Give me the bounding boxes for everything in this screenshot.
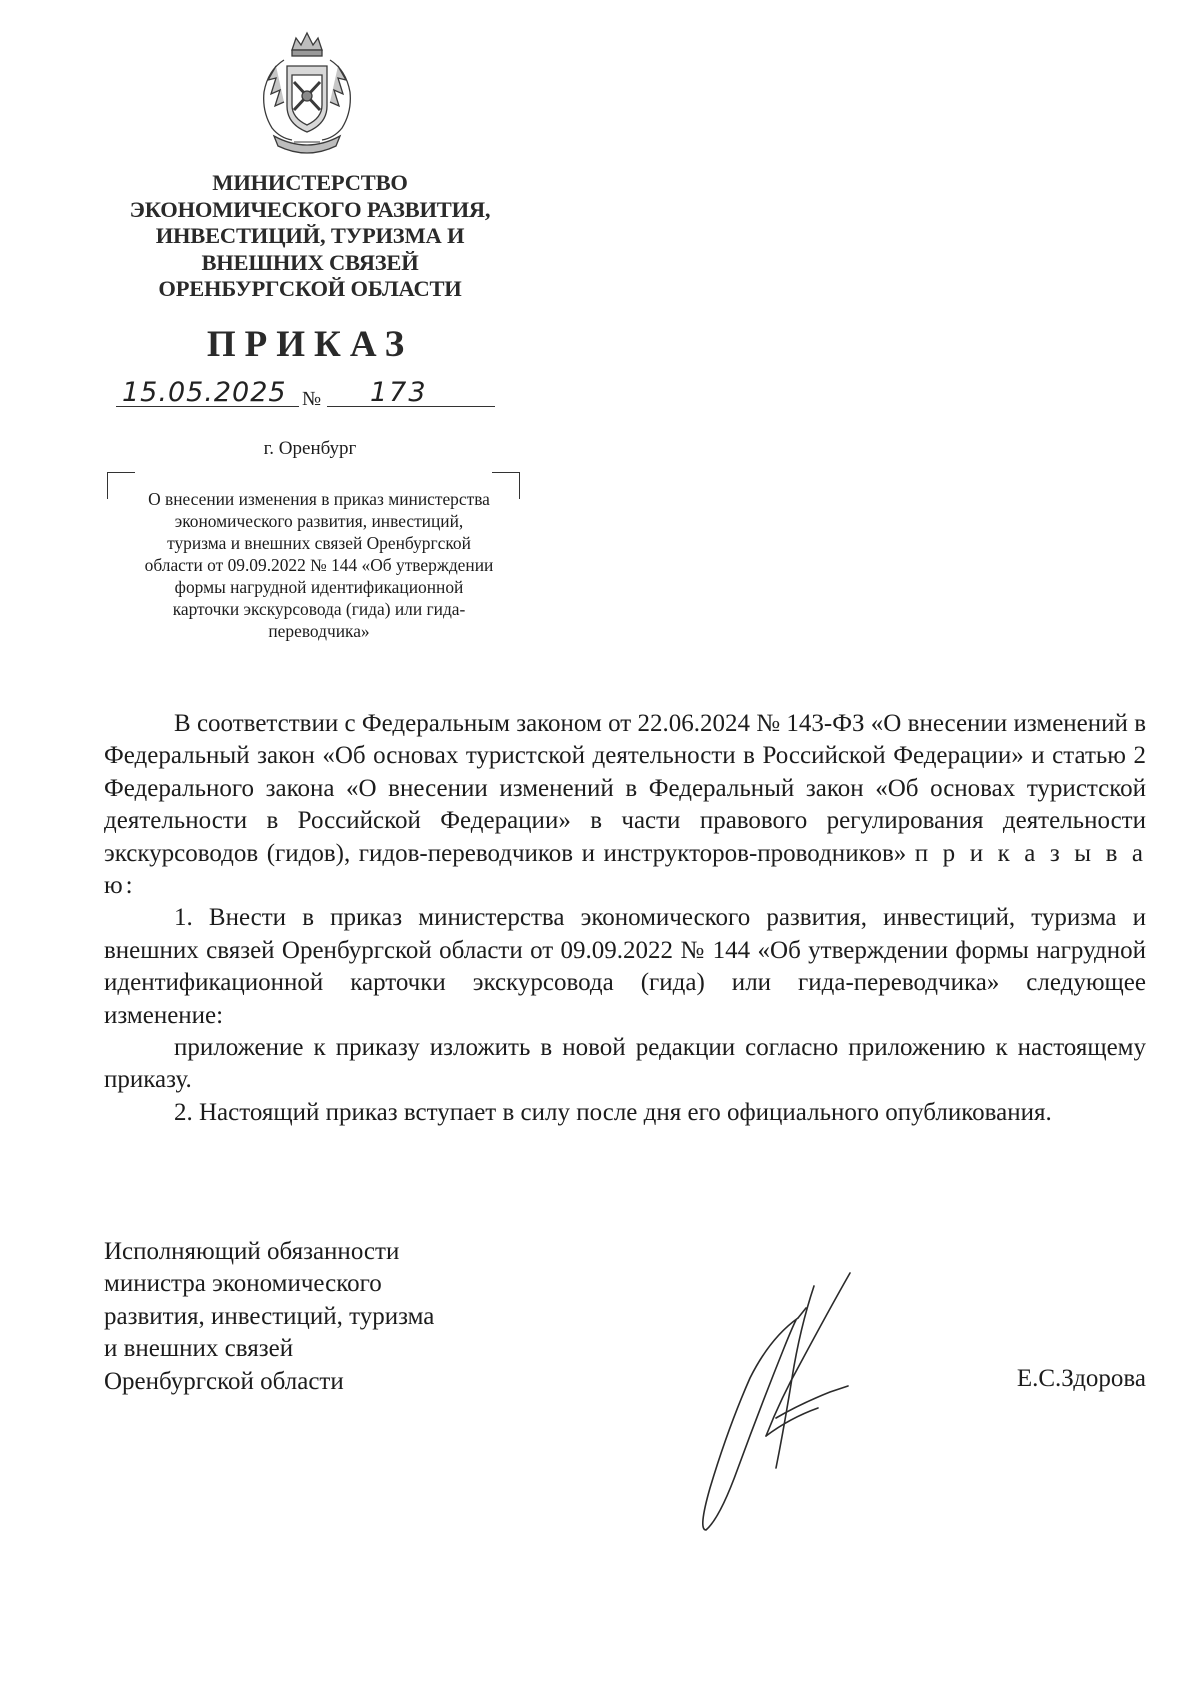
ministry-line: ИНВЕСТИЦИЙ, ТУРИЗМА И [155, 223, 465, 248]
order-verb: п р и к а з ы в а ю: [104, 839, 1146, 900]
preamble-text: В соответствии с Федеральным законом от 22.06.2024 № 143-ФЗ «О внесении изменений в Федеральный закон «Об основах туристской деятельности в Российской Федерации» и статью 2 Федерального закона «О внесении изменений в Федеральный закон «Об основах туристской деятельности в Российской Федерации» в части правового регулирования деятельности экскурсоводов (гидов), гидов-переводчиков и инструкторов-проводников» [104, 710, 1146, 867]
city: г. Оренбург [263, 438, 357, 459]
order-body [104, 708, 1146, 1129]
subject-line: формы нагрудной идентификационной [174, 577, 464, 597]
order-subject [112, 488, 526, 642]
position-line: и внешних связей [104, 1335, 294, 1363]
subject-line: переводчика» [268, 621, 370, 641]
item-2: 2. Настоящий приказ вступает в силу после дня его официального опубликования. [174, 1098, 1052, 1126]
subject-line: О внесении изменения в приказ министерства [148, 489, 490, 509]
ministry-line: ОРЕНБУРГСКОЙ ОБЛАСТИ [158, 276, 462, 301]
preamble-paragraph [104, 708, 1146, 902]
document-type-title: ПРИКАЗ [206, 324, 414, 365]
ministry-line: ВНЕШНИХ СВЯЗЕЙ [201, 249, 419, 275]
ministry-line: ЭКОНОМИЧЕСКОГО РАЗВИТИЯ, [129, 196, 491, 222]
order-number: 173 [370, 377, 428, 408]
number-sign: № [302, 388, 322, 410]
ministry-name [96, 170, 524, 303]
number-underline [327, 406, 495, 407]
signatory-position [104, 1236, 564, 1398]
position-line: развития, инвестиций, туризма [104, 1302, 435, 1330]
coat-of-arms-icon [254, 30, 360, 156]
signer-name: Е.С.Здорова [1016, 1365, 1146, 1392]
subject-line: карточки экскурсовода (гида) или гида- [172, 599, 466, 619]
order-date: 15.05.2025 [122, 377, 287, 408]
subject-line: туризма и внешних связей Оренбургской [167, 533, 471, 553]
date-underline [116, 406, 299, 407]
position-line: Оренбургской области [104, 1367, 344, 1395]
ministry-line: МИНИСТЕРСТВО [212, 170, 408, 195]
position-line: министра экономического [104, 1270, 382, 1298]
handwritten-signature [680, 1268, 920, 1543]
item-1: 1. Внести в приказ министерства экономического развития, инвестиций, туризма и внешних связей Оренбургской области от 09.09.2022 № 144 «Об утверждении формы нагрудной идентификационной карточки экскурсовода (гида) или гида-переводчика» следующее изменение: [104, 904, 1146, 1029]
subject-line: экономического развития, инвестиций, [174, 511, 464, 531]
position-line: Исполняющий обязанности [104, 1238, 400, 1265]
item-1-detail: приложение к приказу изложить в новой редакции согласно приложению к настоящему приказу. [104, 1034, 1146, 1094]
subject-line: области от 09.09.2022 № 144 «Об утверждении [144, 555, 494, 575]
